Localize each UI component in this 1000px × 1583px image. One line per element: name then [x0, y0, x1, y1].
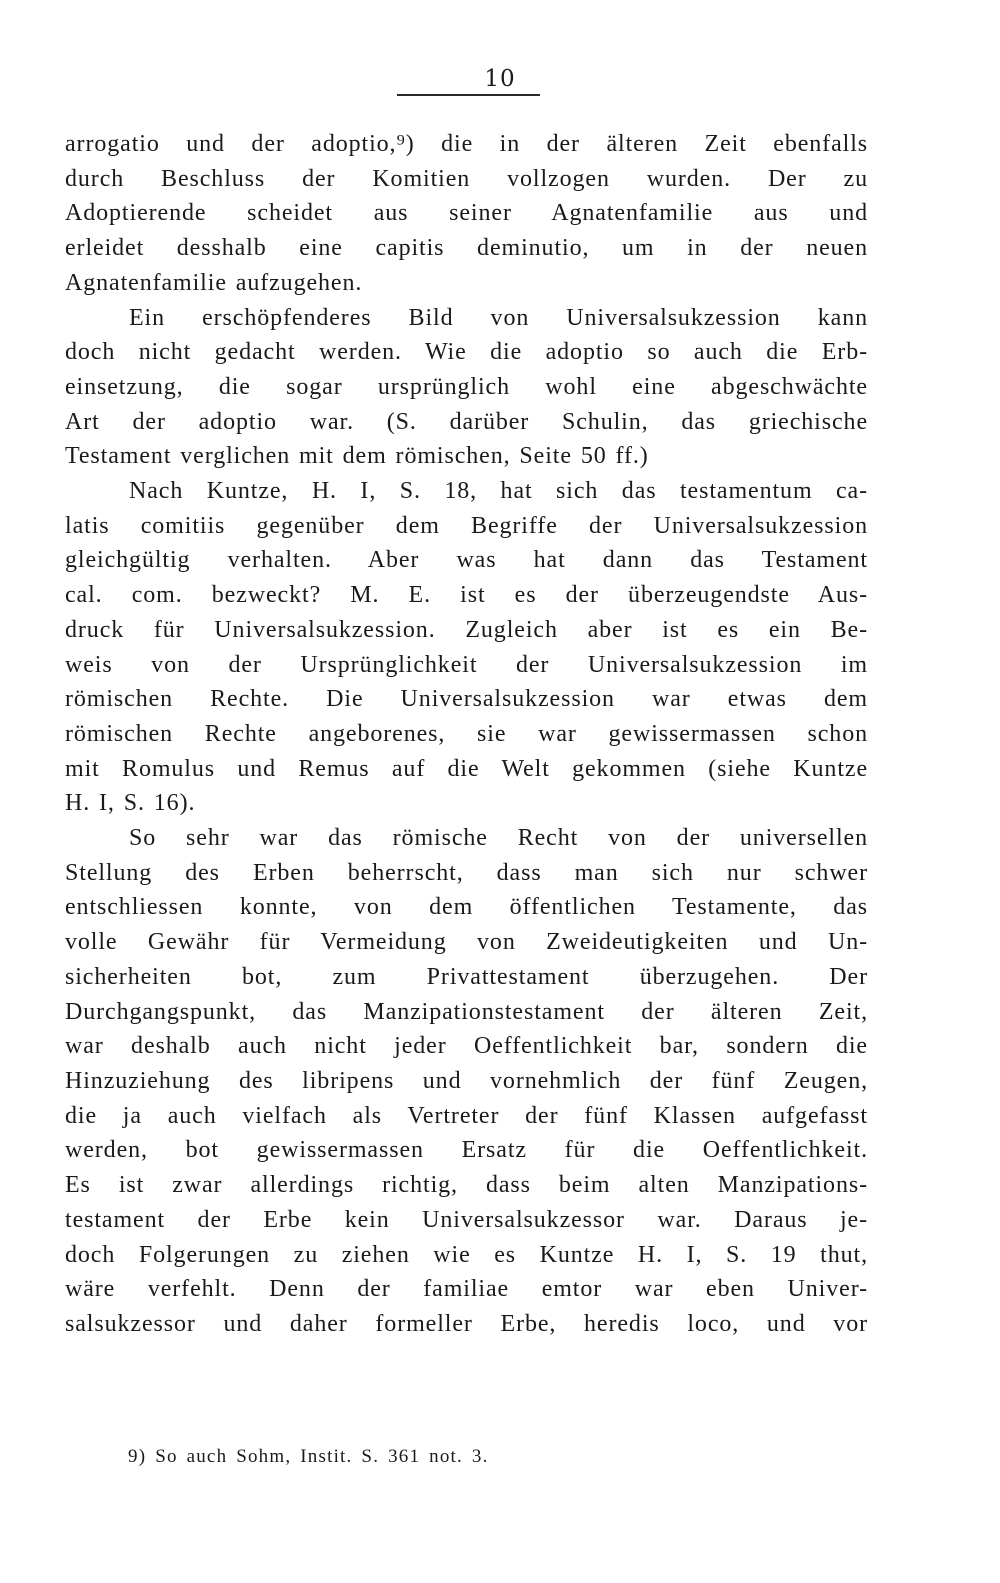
- header-rule: [397, 94, 540, 96]
- text-line: einsetzung, die sogar ursprünglich wohl eine abgeschwächte: [65, 373, 868, 400]
- text-line: Es ist zwar allerdings richtig, dass beim alten Manzipations-: [65, 1172, 868, 1199]
- text-line: römischen Rechte angeborenes, sie war gewissermassen schon: [65, 720, 868, 747]
- text-line: Ein erschöpfenderes Bild von Universalsukzession kann: [129, 304, 868, 331]
- text-line: wäre verfehlt. Denn der familiae emtor war eben Univer-: [65, 1276, 868, 1303]
- text-line: arrogatio und der adoptio,⁹) die in der älteren Zeit ebenfalls: [65, 131, 868, 157]
- text-line: entschliessen konnte, von dem öffentlichen Testamente, das: [65, 894, 868, 921]
- text-line: H. I, S. 16).: [65, 790, 196, 817]
- text-line: die ja auch vielfach als Vertreter der fünf Klassen aufgefasst: [65, 1102, 868, 1129]
- text-line: war deshalb auch nicht jeder Oeffentlichkeit bar, sondern die: [65, 1033, 868, 1060]
- text-line: cal. com. bezweckt? M. E. ist es der überzeugendste Aus-: [65, 582, 868, 609]
- footnote: [128, 1446, 489, 1468]
- text-line: werden, bot gewissermassen Ersatz für die Oeffentlichkeit.: [65, 1137, 868, 1164]
- text-line: salsukzessor und daher formeller Erbe, heredis loco, und vor: [65, 1310, 868, 1337]
- text-line: doch Folgerungen zu ziehen wie es Kuntze H. I, S. 19 thut,: [65, 1241, 868, 1268]
- text-line: Art der adoptio war. (S. darüber Schulin, das griechische: [65, 408, 868, 435]
- text-line: So sehr war das römische Recht von der universellen: [129, 825, 868, 852]
- text-line: Nach Kuntze, H. I, S. 18, hat sich das testamentum ca-: [129, 478, 868, 505]
- text-line: testament der Erbe kein Universalsukzessor war. Daraus je-: [65, 1206, 868, 1233]
- text-line: gleichgültig verhalten. Aber was hat dann das Testament: [65, 547, 868, 574]
- text-line: mit Romulus und Remus auf die Welt gekommen (siehe Kuntze: [65, 755, 868, 782]
- text-line: Agnatenfamilie aufzugehen.: [65, 269, 363, 296]
- text-line: Stellung des Erben beherrscht, dass man sich nur schwer: [65, 859, 868, 886]
- footnote-text: So auch Sohm, Instit. S. 361 not. 3.: [155, 1446, 489, 1467]
- text-line: Adoptierende scheidet aus seiner Agnatenfamilie aus und: [65, 200, 868, 227]
- text-line: volle Gewähr für Vermeidung von Zweideutigkeiten und Un-: [65, 929, 868, 956]
- text-line: Durchgangspunkt, das Manzipationstestament der älteren Zeit,: [65, 998, 868, 1025]
- text-line: doch nicht gedacht werden. Wie die adoptio so auch die Erb-: [65, 339, 868, 366]
- text-line: erleidet desshalb eine capitis deminutio, um in der neuen: [65, 235, 868, 262]
- text-line: latis comitiis gegenüber dem Begriffe der Universalsukzession: [65, 512, 868, 539]
- text-line: römischen Rechte. Die Universalsukzession war etwas dem: [65, 686, 868, 713]
- page-number: 10: [484, 66, 516, 92]
- text-line: weis von der Ursprünglichkeit der Universalsukzession im: [65, 651, 868, 678]
- text-line: druck für Universalsukzession. Zugleich aber ist es ein Be-: [65, 616, 868, 643]
- text-line: sicherheiten bot, zum Privattestament überzugehen. Der: [65, 963, 868, 990]
- text-line: durch Beschluss der Komitien vollzogen wurden. Der zu: [65, 165, 868, 192]
- footnote-marker: 9): [128, 1446, 147, 1467]
- body-text: [65, 127, 868, 1342]
- text-line: Hinzuziehung des libripens und vornehmlich der fünf Zeugen,: [65, 1067, 868, 1094]
- text-line: Testament verglichen mit dem römischen, Seite 50 ff.): [65, 443, 649, 470]
